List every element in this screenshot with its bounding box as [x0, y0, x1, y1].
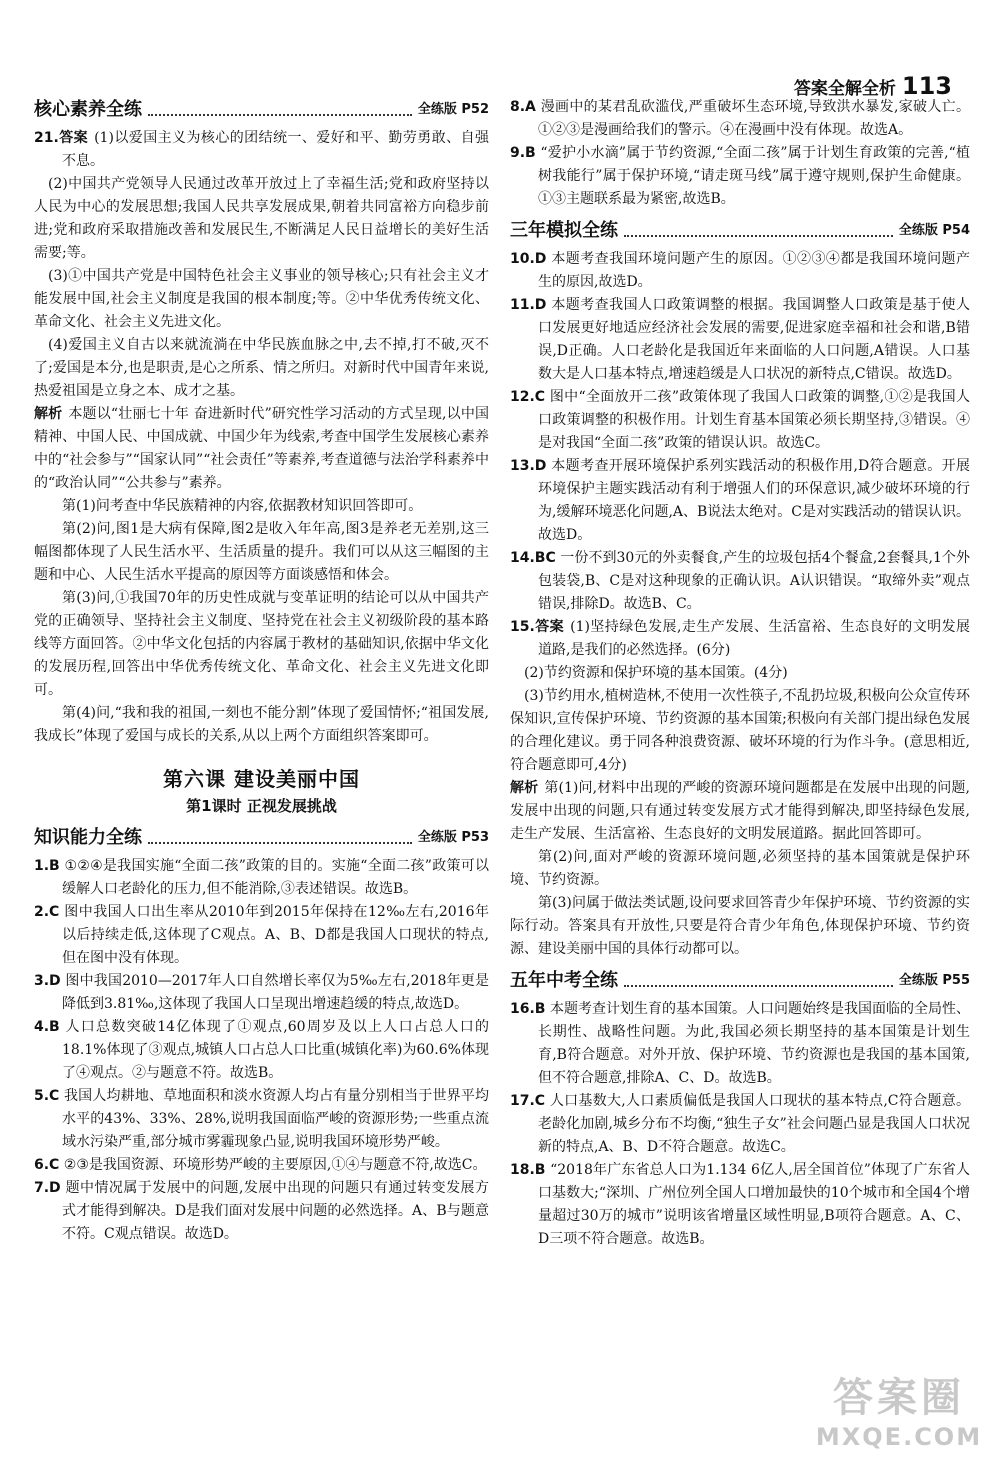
answer-text: “爱护小水滴”属于节约资源,“全面二孩”属于计划生育政策的完善,“植树我能行”属于保护环境,“请走斑马线”属于遵守规则,保护生命健康。①③主题联系最为紧密,故选B。: [538, 145, 971, 207]
answer-item: [34, 970, 489, 1016]
answer-item: [510, 386, 970, 455]
question-number: 13.D: [510, 458, 547, 474]
question-number: 8.A: [510, 99, 536, 115]
answer-item: [34, 1085, 489, 1154]
answer-text: (1)以爱国主义为核心的团结统一、爱好和平、勤劳勇敢、自强不息。: [62, 130, 489, 169]
answer-15-part2: (2)节约资源和保护环境的基本国策。(4分): [524, 665, 788, 681]
watermark-domain: MXQE.COM: [815, 1423, 983, 1451]
question-number: 12.C: [510, 389, 546, 405]
question-number: 7.D: [34, 1180, 61, 1196]
answer-item: [34, 1016, 489, 1085]
question-number: 14.BC: [510, 550, 556, 566]
question-number: 6.C: [34, 1157, 60, 1173]
section-header-knowledge: [34, 826, 489, 849]
left-column: [34, 96, 489, 1246]
answer-item: [510, 1159, 970, 1251]
question-number: 11.D: [510, 297, 547, 313]
answer-text: 图中我国2010—2017年人口自然增长率仅为5‰左右,2018年更是降低到3.81‰,这体现了我国人口呈现出增速趋缓的特点,故选D。: [62, 973, 490, 1012]
answer-text: (1)坚持绿色发展,走生产发展、生活富裕、生态良好的文明发展道路,是我们的必然选择。(6分): [538, 619, 971, 658]
question-number: 10.D: [510, 251, 547, 267]
lesson-subtitle: 第1课时 正视发展挑战: [186, 797, 337, 815]
answer-item: [34, 1177, 489, 1246]
answer-text: 图中我国人口出生率从2010年到2015年保持在12‰左右,2016年以后持续走低,这体现了C观点。A、B、D都是我国人口现状的特点,但在图中没有体现。: [62, 904, 489, 966]
question-number: 16.B: [510, 1001, 546, 1017]
analysis-tag: 解析: [34, 406, 63, 422]
answer-item: [34, 901, 489, 970]
question-number: 18.B: [510, 1162, 546, 1178]
analysis-21-q4: 第(4)问,“我和我的祖国,一刻也不能分割”体现了爱国情怀;“祖国发展,我成长”体现了爱国与成长的关系,从以上两个方面组织答案即可。: [34, 705, 489, 744]
answer-tag: 答案: [58, 130, 89, 146]
watermark-text: 答案圈: [833, 1375, 965, 1421]
question-number: 3.D: [34, 973, 61, 989]
question-number: 9.B: [510, 145, 536, 161]
answer-item: [510, 96, 970, 142]
question-number: 1.B: [34, 858, 60, 874]
analysis-21-q1: 第(1)问考查中华民族精神的内容,依据教材知识回答即可。: [62, 498, 423, 514]
answer-text: 图中“全面放开二孩”政策体现了我国人口政策的调整,①②是我国人口政策调整的积极作用。计划生育基本国策必须长期坚持,③错误。④是对我国“全面二孩”政策的错误认识。故选C。: [538, 389, 970, 451]
section-divider: [148, 842, 412, 844]
section-version: 全练版 P54: [898, 223, 970, 238]
section-divider: [624, 985, 893, 987]
section-version: 全练版 P52: [417, 102, 489, 117]
answer-text: 漫画中的某君乱砍滥伐,严重破坏生态环境,导致洪水暴发,家破人亡。①②③是漫画给我们的警示。④在漫画中没有体现。故选A。: [538, 99, 970, 138]
answer-text: 本题考查我国环境问题产生的原因。①②③④都是我国环境问题产生的原因,故选D。: [538, 251, 970, 290]
analysis-text: 本题以“壮丽七十年 奋进新时代”研究性学习活动的方式呈现,以中国精神、中国人民、中国成就、中国少年为线索,考查中国学生发展核心素养中的“社会参与”“国家认同”“社会责任”等素养,考查道德与法治学科素养中的“政治认同”“公共参与”素养。: [34, 406, 490, 491]
section-title: 核心素养全练: [34, 99, 142, 120]
answer-item: [510, 248, 970, 294]
page-number: 113: [901, 72, 952, 100]
answer-item: [510, 998, 970, 1090]
header-title: 答案全解全析: [793, 79, 896, 99]
section-divider: [624, 235, 893, 237]
answer-21-part4: (4)爱国主义自古以来就流淌在中华民族血脉之中,去不掉,打不破,灭不了;爱国是本分,也是职责,是心之所系、情之所归。对新时代中国青年来说,热爱祖国是立身之本、成才之基。: [34, 337, 489, 399]
answer-text: 本题考查计划生育的基本国策。人口问题始终是我国面临的全局性、长期性、战略性问题。为此,我国必须长期坚持的基本国策是计划生育,B符合题意。对外开放、保护环境、节约资源也是我国的基本国策,但不符合题意,排除A、C、D。故选B。: [538, 1001, 970, 1086]
right-column: [510, 96, 970, 1251]
answer-text: 本题考查开展环境保护系列实践活动的积极作用,D符合题意。开展环境保护主题实践活动有利于增强人们的环保意识,减少破坏环境的行为,缓解环境恶化问题,A、B说法太绝对。C是对实践活动的错误认识。故选D。: [538, 458, 971, 543]
section-title: 知识能力全练: [34, 827, 142, 848]
answer-text: 我国人均耕地、草地面积和淡水资源人均占有量分别相当于世界平均水平的43%、33%、28%,说明我国面临严峻的资源形势;一些重点流域水污染严重,部分城市雾霾现象凸显,说明我国环境形势严峻。: [62, 1088, 489, 1150]
section-header-core-literacy: [34, 98, 489, 121]
question-number: 17.C: [510, 1093, 546, 1109]
answer-item: [510, 142, 970, 211]
answer-text: 一份不到30元的外卖餐食,产生的垃圾包括4个餐盒,2套餐具,1个外包装袋,B、C是对这种现象的正确认识。A认识错误。“取缔外卖”观点错误,排除D。故选B、C。: [538, 550, 970, 612]
answer-item: [510, 1090, 970, 1159]
analysis-tag: 解析: [510, 780, 539, 796]
question-number: 2.C: [34, 904, 60, 920]
section-version: 全练版 P55: [898, 973, 970, 988]
answer-21-part2: (2)中国共产党领导人民通过改革开放过上了幸福生活;党和政府坚持以人民为中心的发展思想;我国人民共享发展成果,朝着共同富裕方向稳步前进;党和政府采取措施改善和发展民生,不断满足人民日益增长的美好生活需要;等。: [34, 176, 489, 261]
answer-21-part3: (3)①中国共产党是中国特色社会主义事业的领导核心;只有社会主义才能发展中国,社会主义制度是我国的根本制度;等。②中华优秀传统文化、革命文化、社会主义先进文化。: [34, 268, 489, 330]
section-divider: [148, 114, 412, 116]
section-title: 三年模拟全练: [510, 220, 618, 241]
analysis-21: [34, 403, 489, 495]
analysis-15-q2: 第(2)问,面对严峻的资源环境问题,必须坚持的基本国策就是保护环境、节约资源。: [510, 849, 970, 888]
answer-text: 题中情况属于发展中的问题,发展中出现的问题只有通过转变发展方式才能得到解决。D是我们面对发展中问题的必然选择。A、B与题意不符。C观点错误。故选D。: [62, 1180, 490, 1242]
question-number: 4.B: [34, 1019, 60, 1035]
analysis-15-q3: 第(3)问属于做法类试题,设问要求回答青少年保护环境、节约资源的实际行动。答案具有开放性,只要是符合青少年角色,体现保护环境、节约资源、建设美丽中国的具体行动都可以。: [510, 895, 970, 957]
answer-15-part1: [510, 616, 970, 662]
lesson-title: 第六课 建设美丽中国: [163, 767, 360, 791]
answer-item: [510, 294, 970, 386]
analysis-15: [510, 777, 970, 846]
answer-text: ②③是我国资源、环境形势严峻的主要原因,①④与题意不符,故选C。: [63, 1157, 487, 1173]
answer-item: [34, 1154, 489, 1177]
answer-text: 人口总数突破14亿体现了①观点,60周岁及以上人口占总人口的18.1%体现了③观点,城镇人口占总人口比重(城镇化率)为60.6%体现了④观点。②与题意不符。故选B。: [62, 1019, 490, 1081]
question-number: 21.: [34, 130, 59, 146]
watermark-logo: [814, 1366, 984, 1466]
question-number: 5.C: [34, 1088, 60, 1104]
answer-item: [510, 455, 970, 547]
section-version: 全练版 P53: [417, 830, 489, 845]
analysis-text: 第(1)问,材料中出现的严峻的资源环境问题都是在发展中出现的问题,发展中出现的问题,只有通过转变发展方式才能得到解决,即坚持绿色发展,走生产发展、生活富裕、生态良好的文明发展道路。据此回答即可。: [510, 780, 971, 842]
answer-text: ①②④是我国实施“全面二孩”政策的目的。实施“全面二孩”政策可以缓解人口老龄化的压力,但不能消除,③表述错误。故选B。: [62, 858, 489, 897]
answer-item: [510, 547, 970, 616]
analysis-21-q2: 第(2)问,图1是大病有保障,图2是收入年年高,图3是养老无差别,这三幅图都体现了人民生活水平、生活质量的提升。我们可以从这三幅图的主题和中心、人民生活水平提高的原因等方面谈感悟和体会。: [34, 521, 489, 583]
answer-21-part1: [34, 127, 489, 173]
answer-text: “2018年广东省总人口为1.134 6亿人,居全国首位”体现了广东省人口基数大;“深圳、广州位列全国人口增加最快的10个城市和全国4个增量超过30万的城市”说明该省增量区域性明显,B项符合题意。A、C、D三项不符合题意。故选B。: [538, 1162, 970, 1247]
answer-tag: 答案: [534, 619, 565, 635]
answer-15-part3: (3)节约用水,植树造林,不使用一次性筷子,不乱扔垃圾,积极向公众宣传环保知识,宣传保护环境、节约资源的基本国策;积极向有关部门提出绿色发展的合理化建议。勇于同各种浪费资源、破坏环境的行为作斗争。(意思相近,符合题意即可,4分): [510, 688, 970, 773]
question-number: 15.: [510, 619, 535, 635]
answer-item: [34, 855, 489, 901]
section-title: 五年中考全练: [510, 970, 618, 991]
analysis-21-q3: 第(3)问,①我国70年的历史性成就与变革证明的结论可以从中国共产党的正确领导、坚持社会主义制度、坚持党在社会主义初级阶段的基本路线等方面回答。②中华文化包括的内容属于教材的基础知识,依据中华文化的发展历程,回答出中华优秀传统文化、革命文化、社会主义先进文化即可。: [34, 590, 489, 698]
answer-text: 人口基数大,人口素质偏低是我国人口现状的基本特点,C符合题意。老龄化加剧,城乡分布不均衡,“独生子女”社会问题凸显是我国人口状况新的特点,A、B、D不符合题意。故选C。: [538, 1093, 970, 1155]
answer-text: 本题考查我国人口政策调整的根据。我国调整人口政策是基于使人口发展更好地适应经济社会发展的需要,促进家庭幸福和社会和谐,B错误,D正确。人口老龄化是我国近年来面临的人口问题,A错误。人口基数大是人口基本特点,增速趋缓是人口状况的新特点,C错误。故选D。: [538, 297, 970, 382]
section-header-three-year: [510, 219, 970, 242]
section-header-five-year: [510, 969, 970, 992]
